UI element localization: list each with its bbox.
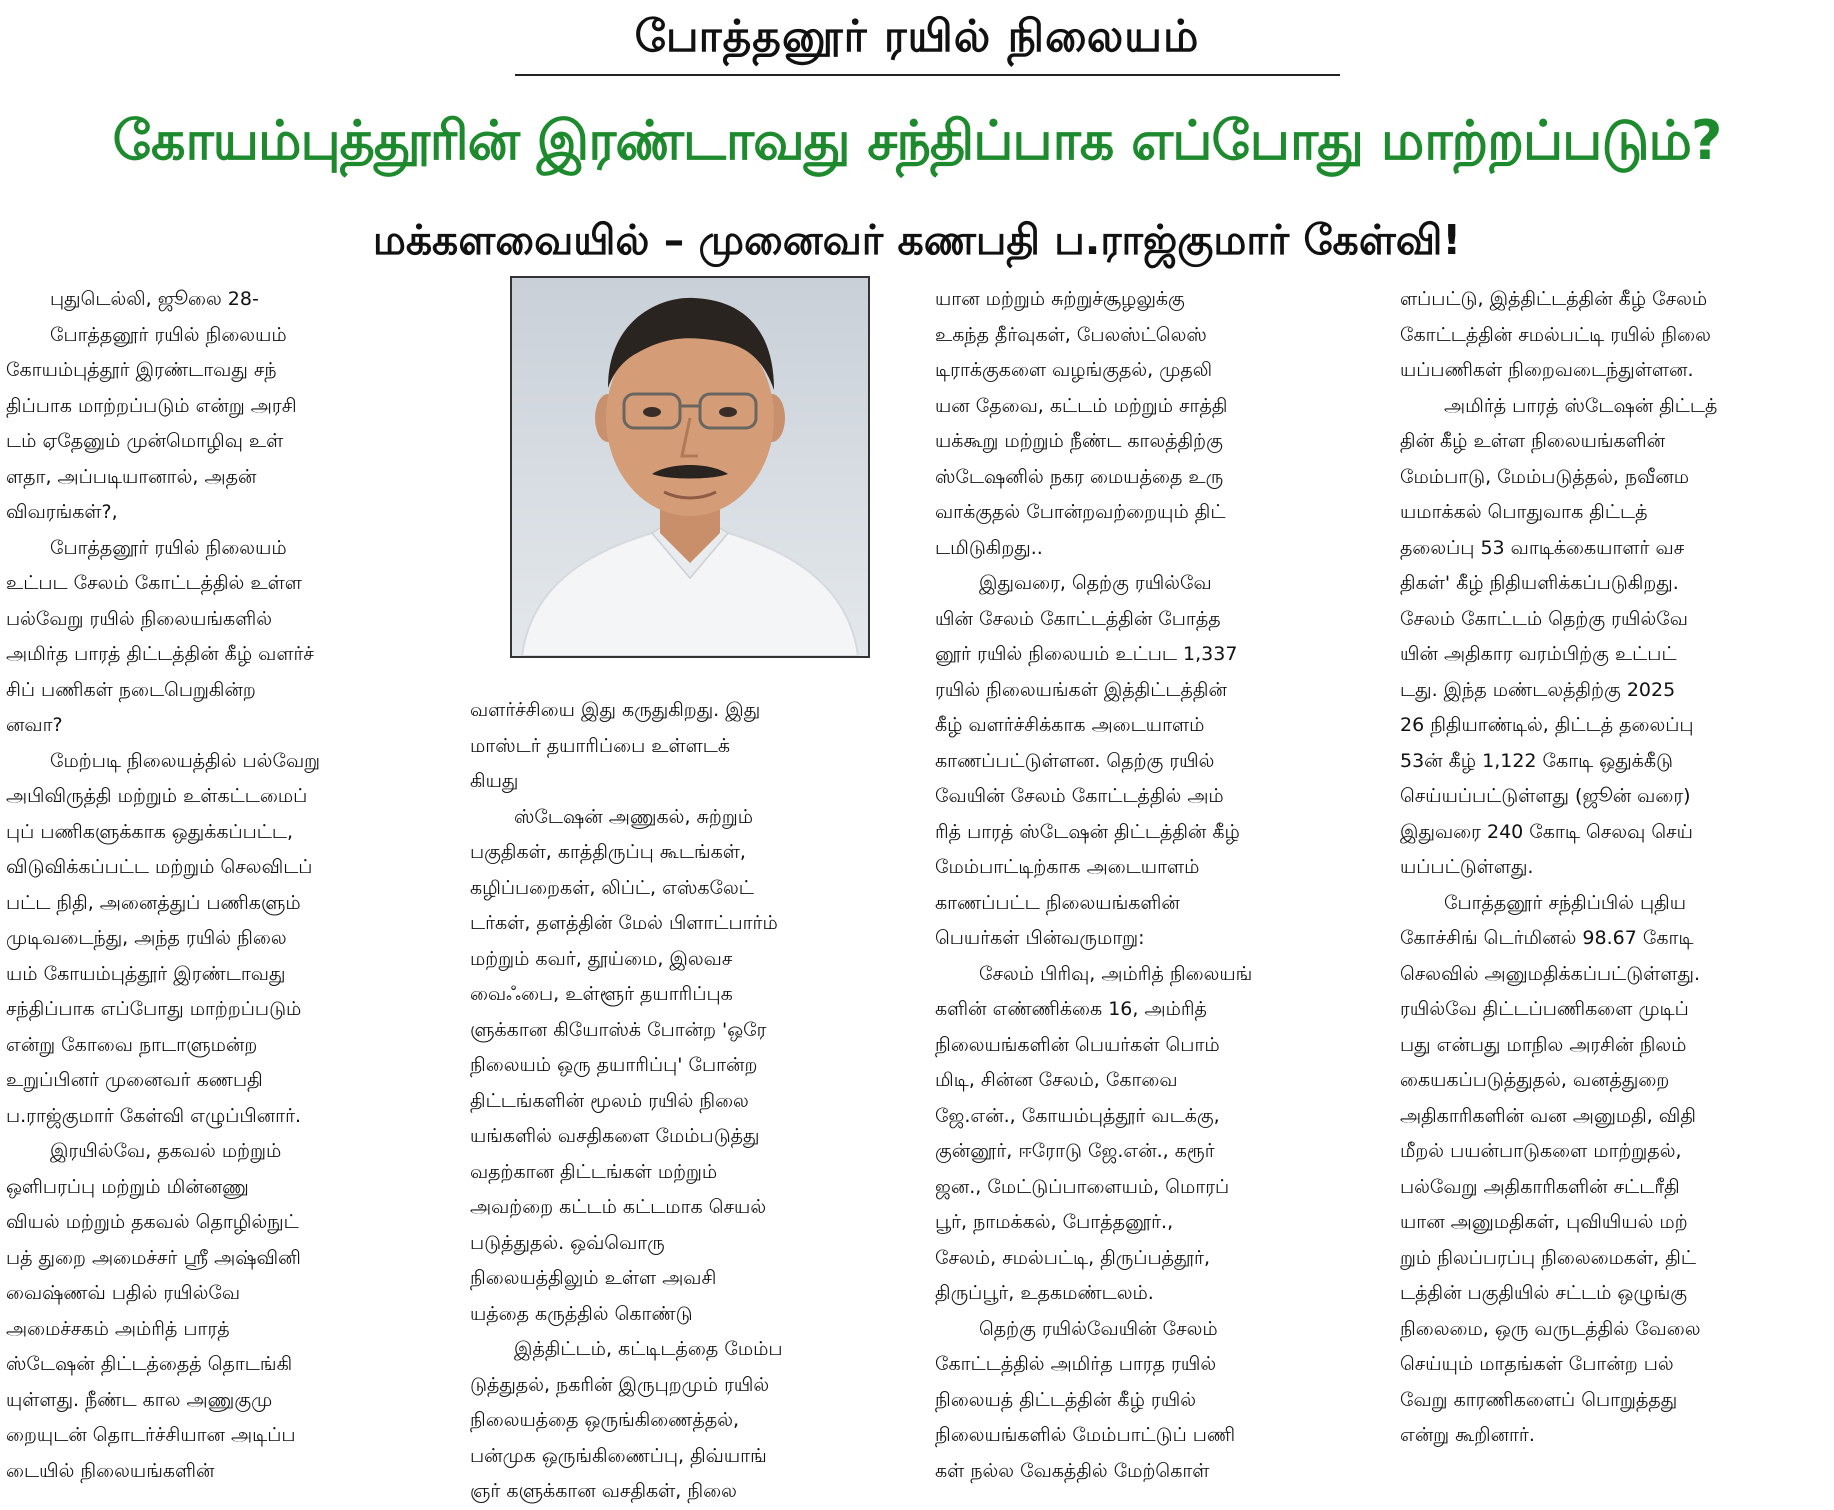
body-text-line: யங்களில் வசதிகளை மேம்படுத்து	[470, 1125, 760, 1147]
body-text-line: விடுவிக்கப்பட்ட மற்றும் செலவிடப்	[6, 856, 313, 878]
body-text-line: ப.ராஜ்குமார் கேள்வி எழுப்பினார்.	[6, 1104, 302, 1127]
body-text-line: யான மற்றும் சுற்றுச்சூழலுக்கு	[935, 288, 1185, 310]
kicker-title: போத்தனூர் ரயில் நிலையம்	[634, 11, 1200, 62]
body-text-line: பட்ட நிதி, அனைத்துப் பணிகளும்	[6, 891, 301, 914]
body-text-line: சேலம் கோட்டம் தெற்கு ரயில்வே	[1400, 607, 1688, 630]
article-column-2	[470, 693, 898, 1504]
body-text-line: அவற்றை கட்டம் கட்டமாக செயல்	[470, 1196, 767, 1218]
body-text-line: உறுப்பினர் முனைவர் கணபதி	[6, 1069, 263, 1091]
body-text-line: ஸ்டேஷனில் நகர மையத்தை உரு	[935, 465, 1224, 488]
body-text-line: திகள்' கீழ் நிதியளிக்கப்படுகிறது.	[1400, 572, 1679, 594]
body-text-line: சேலம் பிரிவு, அம்ரித் நிலையங்	[979, 962, 1253, 985]
body-text-line: என்று கோவை நாடாளுமன்ற	[6, 1033, 258, 1056]
body-text-line: வியல் மற்றும் தகவல் தொழில்நுட்	[6, 1211, 299, 1233]
body-text-line: மீறல் பயன்பாடுகளை மாற்றுதல்,	[1400, 1140, 1682, 1162]
body-text-line: போத்தனூர் சந்திப்பில் புதிய	[1444, 891, 1687, 914]
body-text-line: மிடி, சின்ன சேலம், கோவை	[935, 1069, 1178, 1091]
body-text-line: டது. இந்த மண்டலத்திற்கு 2025	[1400, 678, 1676, 701]
body-text-line: போத்தனூர் ரயில் நிலையம்	[50, 536, 287, 559]
body-text-line: சிப் பணிகள் நடைபெறுகின்ற	[6, 678, 256, 701]
body-text-line: யப்பணிகள் நிறைவடைந்துள்ளன.	[1400, 359, 1694, 381]
body-text-line: நிலைமை, ஒரு வருடத்தில் வேலை	[1400, 1317, 1701, 1340]
body-text-line: ஜன., மேட்டுப்பாளையம், மொரப்	[935, 1175, 1230, 1198]
body-text-line: ஸ்டேஷன் திட்டத்தைத் தொடங்கி	[6, 1353, 293, 1375]
body-text-line: ஞர் களுக்கான வசதிகள், நிலை	[470, 1480, 737, 1502]
body-text-line: அதிகாரிகளின் வன அனுமதி, விதி	[1400, 1104, 1696, 1127]
body-text-line: டத்தின் பகுதியில் சட்டம் ஒழுங்கு	[1400, 1282, 1688, 1304]
body-text-line: நிலையத்தை ஒருங்கிணைத்தல்,	[470, 1409, 740, 1431]
body-text-line: பது என்பது மாநில அரசின் நிலம்	[1400, 1033, 1687, 1056]
body-text-line: ளதா, அப்படியானால், அதன்	[6, 465, 257, 488]
body-text-line: போத்தனூர் ரயில் நிலையம்	[50, 323, 287, 346]
body-text-line: மாஸ்டர் தயாரிப்பை உள்ளடக்	[470, 734, 731, 757]
body-text-line: நிலையத் திட்டத்தின் கீழ் ரயில்	[935, 1388, 1196, 1411]
subheadline: மக்களவையில் – முனைவர் கணபதி ப.ராஜ்குமார் கேள்வி!	[372, 216, 1462, 264]
body-text-line: புப் பணிகளுக்காக ஒதுக்கப்பட்ட,	[6, 820, 294, 843]
body-text-line: செலவில் அனுமதிக்கப்பட்டுள்ளது.	[1400, 962, 1700, 985]
article-column-4	[1400, 282, 1828, 1504]
body-text-line: கீழ் வளர்ச்சிக்காக அடையாளம்	[935, 714, 1205, 736]
body-text-line: சந்திப்பாக எப்போது மாற்றப்படும்	[6, 998, 302, 1020]
body-text-line: நிலையங்களில் மேம்பாட்டுப் பணி	[935, 1424, 1236, 1446]
body-text-line: ஜே.என்., கோயம்புத்தூர் வடக்கு,	[935, 1104, 1220, 1127]
body-text-line: நிலையத்திலும் உள்ள அவசி	[470, 1267, 717, 1289]
body-text-line: டையில் நிலையங்களின்	[6, 1459, 215, 1482]
body-text-line: என்று கூறினார்.	[1400, 1424, 1535, 1446]
body-text-line: யப்பட்டுள்ளது.	[1400, 856, 1534, 878]
body-text-line: இத்திட்டம், கட்டிடத்தை மேம்ப	[514, 1338, 783, 1360]
body-text-line: வேறு காரணிகளைப் பொறுத்தது	[1400, 1388, 1678, 1411]
body-text-line: தலைப்பு 53 வாடிக்கையாளர் வச	[1400, 536, 1685, 559]
body-text-line: கழிப்பறைகள், லிப்ட், எஸ்கலேட்	[470, 876, 754, 899]
body-text-line: மற்றும் கவர், தூய்மை, இலவச	[470, 947, 733, 970]
body-text-line: திட்டங்களின் மூலம் ரயில் நிலை	[470, 1089, 749, 1112]
body-text-line: பல்வேறு ரயில் நிலையங்களில்	[6, 607, 272, 630]
body-text-line: கோச்சிங் டெர்மினல் 98.67 கோடி	[1400, 927, 1694, 949]
body-text-line: டம் ஏதேனும் முன்மொழிவு உள்	[6, 430, 284, 452]
body-text-line: பூர், நாமக்கல், போத்தனூர்.,	[935, 1211, 1174, 1233]
body-text-line: றும் நிலப்பரப்பு நிலைமைகள், திட்	[1400, 1246, 1696, 1269]
body-text-line: வைஷ்ணவ் பதில் ரயில்வே	[6, 1282, 241, 1304]
body-text-line: அமிர்த் பாரத் ஸ்டேஷன் திட்டத்	[1444, 394, 1718, 417]
body-text-line: டிராக்குகளை வழங்குதல், முதலி	[935, 359, 1213, 381]
body-text-line: கோட்டத்தின் சமல்பட்டி ரயில் நிலை	[1400, 323, 1711, 346]
body-text-line: திருப்பூர், உதகமண்டலம்.	[935, 1282, 1154, 1304]
body-text-line: நிலையம் ஒரு தயாரிப்பு' போன்ற	[470, 1054, 758, 1076]
body-text-line: கோட்டத்தில் அமிர்த பாரத ரயில்	[935, 1353, 1217, 1375]
body-text-line: பெயர்கள் பின்வருமாறு:	[935, 927, 1145, 949]
body-text-line: றையுடன் தொடர்ச்சியான அடிப்ப	[6, 1424, 296, 1446]
body-text-line: இதுவரை, தெற்கு ரயில்வே	[979, 572, 1212, 594]
body-text-line: களின் எண்ணிக்கை 16, அம்ரித்	[935, 998, 1207, 1020]
body-text-line: யக்கூறு மற்றும் நீண்ட காலத்திற்கு	[935, 430, 1223, 452]
body-text-line: யின் சேலம் கோட்டத்தின் போத்த	[935, 607, 1221, 630]
body-text-line: உகந்த தீர்வுகள், பேலஸ்ட்லெஸ்	[935, 323, 1207, 346]
body-text-line: வாக்குதல் போன்றவற்றையும் திட்	[935, 501, 1226, 523]
body-text-line: அமிர்த பாரத் திட்டத்தின் கீழ் வளர்ச்	[6, 643, 314, 665]
body-text-line: அமைச்சகம் அம்ரித் பாரத்	[6, 1317, 230, 1340]
body-text-line: டுத்துதல், நகரின் இருபுறமும் ரயில்	[470, 1373, 770, 1396]
kicker-divider	[515, 74, 1340, 76]
body-text-line: காணப்பட்ட நிலையங்களின்	[935, 891, 1180, 914]
body-text-line: யமாக்கல் பொதுவாக திட்டத்	[1400, 501, 1648, 523]
body-text-line: புதுடெல்லி, ஜூலை 28-	[50, 288, 259, 310]
body-text-line: தின் கீழ் உள்ள நிலையங்களின்	[1400, 430, 1666, 452]
body-text-line: முடிவடைந்து, அந்த ரயில் நிலை	[6, 927, 287, 949]
body-text-line: பல்வேறு அதிகாரிகளின் சட்டரீதி	[1400, 1175, 1680, 1198]
body-text-line: இதுவரை 240 கோடி செலவு செய்	[1400, 820, 1693, 843]
body-text-line: ளுக்கான கியோஸ்க் போன்ற 'ஒரே	[470, 1018, 767, 1041]
body-text-line: திப்பாக மாற்றப்படும் என்று அரசி	[6, 394, 297, 417]
body-text-line: ளப்பட்டு, இத்திட்டத்தின் கீழ் சேலம்	[1400, 288, 1708, 310]
body-text-line: இரயில்வே, தகவல் மற்றும்	[50, 1140, 282, 1162]
body-text-line: வளர்ச்சியை இது கருதுகிறது. இது	[470, 699, 761, 721]
body-text-line: கள் நல்ல வேகத்தில் மேற்கொள்	[935, 1459, 1210, 1482]
body-text-line: வேயின் சேலம் கோட்டத்தில் அம்	[935, 785, 1224, 807]
body-text-line: ரயில்வே திட்டப்பணிகளை முடிப்	[1400, 998, 1689, 1020]
body-text-line: வைஃபை, உள்ளூர் தயாரிப்புக	[470, 983, 733, 1005]
body-text-line: படுத்துதல். ஒவ்வொரு	[470, 1231, 665, 1254]
body-text-line: 26 நிதியாண்டில், திட்டத் தலைப்பு	[1400, 714, 1694, 736]
body-text-line: ரித் பாரத் ஸ்டேஷன் திட்டத்தின் கீழ்	[935, 820, 1240, 843]
body-text-line: ஸ்டேஷன் அணுகல், சுற்றும்	[514, 805, 754, 828]
body-text-line: யின் அதிகார வரம்பிற்கு உட்பட்	[1400, 643, 1677, 665]
body-text-line: யம் கோயம்புத்தூர் இரண்டாவது	[6, 962, 286, 985]
body-text-line: னவா?	[6, 714, 63, 736]
body-text-line: கையகப்படுத்துதல், வனத்துறை	[1400, 1069, 1670, 1091]
body-text-line: மேற்படி நிலையத்தில் பல்வேறு	[50, 749, 321, 772]
body-text-line: பகுதிகள், காத்திருப்பு கூடங்கள்,	[470, 841, 746, 863]
body-text-line: செய்யப்பட்டுள்ளது (ஜூன் வரை)	[1400, 785, 1691, 807]
body-text-line: பன்முக ஒருங்கிணைப்பு, திவ்யாங்	[470, 1444, 767, 1467]
body-text-line: செய்யும் மாதங்கள் போன்ற பல்	[1400, 1353, 1674, 1375]
body-text-line: கியது	[470, 770, 519, 792]
body-text-line: ஒளிபரப்பு மற்றும் மின்னணு	[6, 1175, 249, 1198]
body-text-line: பத் துறை அமைச்சர் ஸ்ரீ அஷ்வினி	[6, 1246, 301, 1269]
body-text-line: காணப்பட்டுள்ளன. தெற்கு ரயில்	[935, 749, 1215, 772]
body-text-line: விவரங்கள்?,	[6, 501, 118, 523]
body-text-line: யத்தை கருத்தில் கொண்டு	[470, 1302, 693, 1325]
body-text-line: டமிடுகிறது..	[935, 536, 1043, 559]
body-text-line: யன தேவை, கட்டம் மற்றும் சாத்தி	[935, 394, 1228, 417]
body-text-line: டர்கள், தளத்தின் மேல் பிளாட்பார்ம்	[470, 912, 778, 934]
body-text-line: யுள்ளது. நீண்ட கால அணுகுமு	[6, 1388, 273, 1411]
body-text-line: கோயம்புத்தூர் இரண்டாவது சந்	[6, 359, 277, 381]
body-text-line: குன்னூர், ஈரோடு ஜே.என்., கரூர்	[935, 1140, 1215, 1162]
body-text-line: உட்பட சேலம் கோட்டத்தில் உள்ள	[6, 572, 302, 594]
article-column-3	[935, 282, 1363, 1504]
article-column-1	[6, 282, 434, 1504]
body-text-line: சேலம், சமல்பட்டி, திருப்பத்தூர்,	[935, 1246, 1211, 1269]
body-text-line: மேம்பாட்டிற்காக அடையாளம்	[935, 856, 1200, 878]
body-text-line: யான அனுமதிகள், புவியியல் மற்	[1400, 1211, 1688, 1233]
body-text-line: ரயில் நிலையங்கள் இத்திட்டத்தின்	[935, 678, 1227, 701]
body-text-line: நிலையங்களின் பெயர்கள் பொம்	[935, 1033, 1220, 1056]
body-text-line: வதற்கான திட்டங்கள் மற்றும்	[470, 1160, 718, 1183]
body-text-line: மேம்பாடு, மேம்படுத்தல், நவீனம	[1400, 465, 1690, 488]
body-text-line: னூர் ரயில் நிலையம் உட்பட 1,337	[935, 643, 1238, 665]
portrait-photo	[510, 276, 870, 658]
body-text-line: தெற்கு ரயில்வேயின் சேலம்	[979, 1317, 1218, 1340]
body-text-line: 53ன் கீழ் 1,122 கோடி ஒதுக்கீடு	[1400, 749, 1673, 772]
headline: கோயம்புத்தூரின் இரண்டாவது சந்திப்பாக எப்போது மாற்றப்படும்?	[112, 109, 1722, 172]
body-text-line: அபிவிருத்தி மற்றும் உள்கட்டமைப்	[6, 785, 308, 807]
